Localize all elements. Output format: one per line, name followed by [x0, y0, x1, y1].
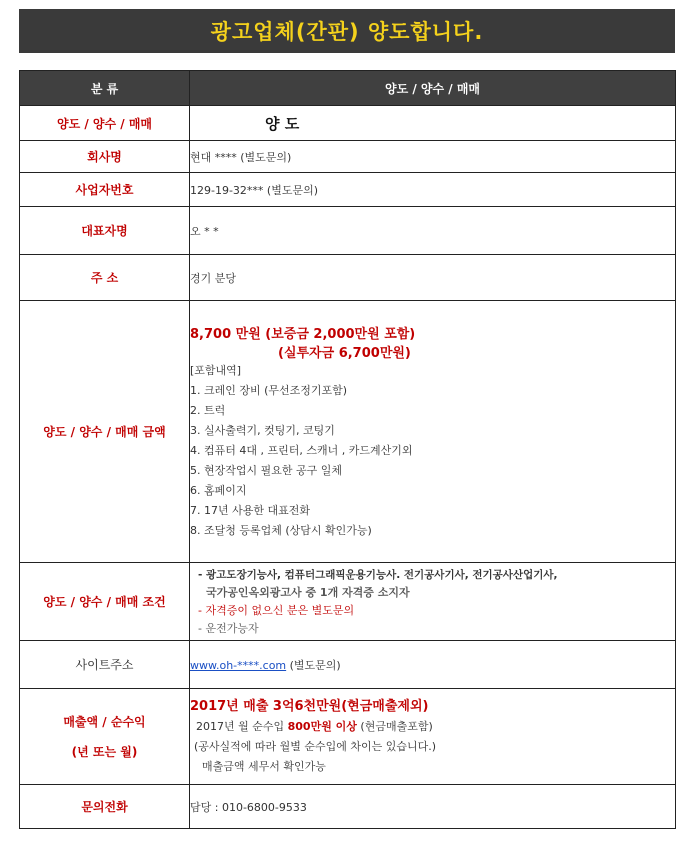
- value-bizno: 129-19-32*** (별도문의): [190, 173, 676, 207]
- sales-note: (공사실적에 따라 월별 순수입에 차이는 있습니다.): [194, 739, 437, 753]
- table-row-company: [20, 141, 676, 173]
- list-item: 4. 컴퓨터 4대 , 프린터, 스캐너 , 카드계산기외: [190, 443, 413, 457]
- banner-title: 광고업체(간판) 양도합니다.: [210, 20, 484, 44]
- list-item: 8. 조달청 등록업체 (상담시 확인가능): [190, 523, 372, 537]
- label-type: 양도 / 양수 / 매매: [20, 106, 190, 141]
- condition-driver: - 운전가능자: [198, 621, 259, 635]
- header-category: 분 류: [20, 71, 190, 106]
- value-type: 양 도: [265, 114, 300, 133]
- list-item: 7. 17년 사용한 대표전화: [190, 503, 310, 517]
- label-company: 회사명: [20, 141, 190, 173]
- list-item: 1. 크레인 장비 (무선조정기포함): [190, 383, 348, 397]
- label-conditions: 양도 / 양수 / 매매 조건: [20, 563, 190, 641]
- label-price: 양도 / 양수 / 매매 금액: [20, 301, 190, 563]
- table-row-site: [20, 641, 676, 689]
- sales-monthly-amount: 800만원 이상: [287, 719, 357, 733]
- value-ceo: 오 * *: [190, 207, 676, 255]
- table-row-sales: [20, 689, 676, 785]
- value-address: 경기 분당: [190, 255, 676, 301]
- sales-monthly-prefix: 2017년 월 순수입: [196, 719, 288, 733]
- page-banner: [19, 9, 675, 53]
- site-suffix: (별도문의): [286, 658, 341, 672]
- value-company: 현대 **** (별도문의): [190, 141, 676, 173]
- table-row-price: [20, 301, 676, 563]
- sales-monthly-suffix: (현금매출포함): [356, 719, 433, 733]
- list-item: 5. 현장작업시 필요한 공구 일체: [190, 463, 342, 477]
- condition-licenses-cont: 국가공인옥외광고사 중 1개 자격증 소지자: [206, 585, 410, 599]
- list-item: 3. 실사출력기, 컷팅기, 코팅기: [190, 423, 335, 437]
- sales-annual: 2017년 매출 3억6천만원(현금매출제외): [190, 698, 429, 714]
- price-includes-heading: [포함내역]: [190, 363, 242, 377]
- condition-licenses: - 광고도장기능사, 컴퓨터그래픽운용기능사. 전기공사기사, 전기공사산업기사,: [198, 568, 558, 581]
- value-phone: 담당 : 010-6800-9533: [190, 785, 676, 829]
- label-phone: 문의전화: [20, 785, 190, 829]
- table-row-address: [20, 255, 676, 301]
- header-type: 양도 / 양수 / 매매: [190, 71, 676, 106]
- table-header-row: [20, 71, 676, 106]
- list-item: 6. 홈페이지: [190, 483, 247, 497]
- table-row-ceo: [20, 207, 676, 255]
- table-row-phone: [20, 785, 676, 829]
- table-row-conditions: [20, 563, 676, 641]
- label-sales-period: (년 또는 월): [71, 744, 138, 759]
- listing-table: [19, 70, 676, 829]
- label-ceo: 대표자명: [20, 207, 190, 255]
- table-row-bizno: [20, 173, 676, 207]
- condition-inquiry: - 자격증이 없으신 분은 별도문의: [198, 603, 355, 617]
- label-sales: 매출액 / 순수익: [63, 714, 146, 729]
- table-row-type: [20, 106, 676, 141]
- price-net: (실투자금 6,700만원): [278, 345, 411, 361]
- price-total: 8,700 만원 (보증금 2,000만원 포함): [190, 326, 416, 342]
- list-item: 2. 트럭: [190, 403, 226, 417]
- site-link[interactable]: www.oh-****.com: [190, 658, 287, 672]
- sales-verify: 매출금액 세무서 확인가능: [202, 759, 326, 773]
- label-bizno: 사업자번호: [20, 173, 190, 207]
- label-address: 주 소: [20, 255, 190, 301]
- label-site: 사이트주소: [20, 641, 190, 689]
